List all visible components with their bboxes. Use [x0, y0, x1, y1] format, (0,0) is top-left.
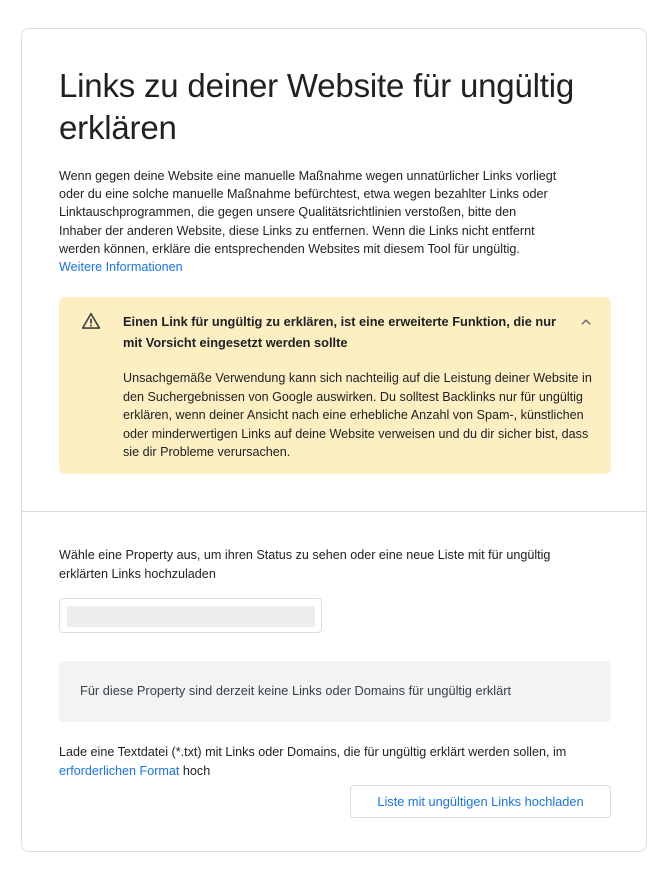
upload-disavow-list-button[interactable]: Liste mit ungültigen Links hochladen	[350, 785, 611, 818]
status-box	[59, 661, 611, 722]
upload-text-before: Lade eine Textdatei (*.txt) mit Links oder Domains, die für ungültig erklärt werden sollen, im	[59, 745, 567, 759]
chevron-up-icon[interactable]	[577, 313, 595, 331]
upload-instructions	[59, 743, 589, 780]
intro-paragraph	[59, 167, 559, 276]
property-name-placeholder	[67, 606, 315, 627]
warning-heading: Einen Link für ungültig zu erklären, ist eine erweiterte Funktion, die nur mit Vorsicht eingesetzt werden sollte	[123, 314, 557, 350]
info-section	[22, 29, 646, 511]
format-link[interactable]: erforderlichen Format	[59, 763, 180, 778]
warning-banner	[59, 297, 611, 474]
warning-body: Unsachgemäße Verwendung kann sich nachteilig auf die Leistung deiner Website in den Suchergebnissen von Google auswirken. Du solltest Backlinks nur für ungültig erklären, wenn deiner Ansicht nach eine erhebliche Anzahl von Spam-, künstlichen oder minderwertigen Links auf deine Website verweisen und du dir sicher bist, dass sie dir Probleme verursachen.	[123, 371, 592, 460]
property-prompt: Wähle eine Property aus, um ihren Status zu sehen oder eine neue Liste mit für ungültig erklärten Links hochzuladen	[59, 548, 551, 581]
upload-text-after: hoch	[179, 763, 211, 778]
section-divider	[22, 511, 646, 512]
property-selector[interactable]	[59, 598, 322, 633]
page-title: Links zu deiner Website für ungültig erklären	[59, 67, 574, 146]
intro-text: Wenn gegen deine Website eine manuelle Maßnahme wegen unnatürlicher Links vorliegt oder du eine solche manuelle Maßnahme befürchtest, etwa wegen bezahlter Links oder Linktauschprogrammen, die gegen unsere Qualitätsrichtlinien verstoßen, bitte den Inhaber der anderen Website, diese Links zu entfernen. Wenn die Links nicht entfernt werden können, erkläre die entsprechenden Websites mit diesem Tool für ungültig.	[59, 169, 557, 256]
warning-triangle-icon	[81, 311, 101, 331]
status-message: Für diese Property sind derzeit keine Links oder Domains für ungültig erklärt	[80, 683, 512, 698]
disavow-card	[21, 28, 647, 852]
more-info-link[interactable]: Weitere Informationen	[59, 260, 183, 275]
